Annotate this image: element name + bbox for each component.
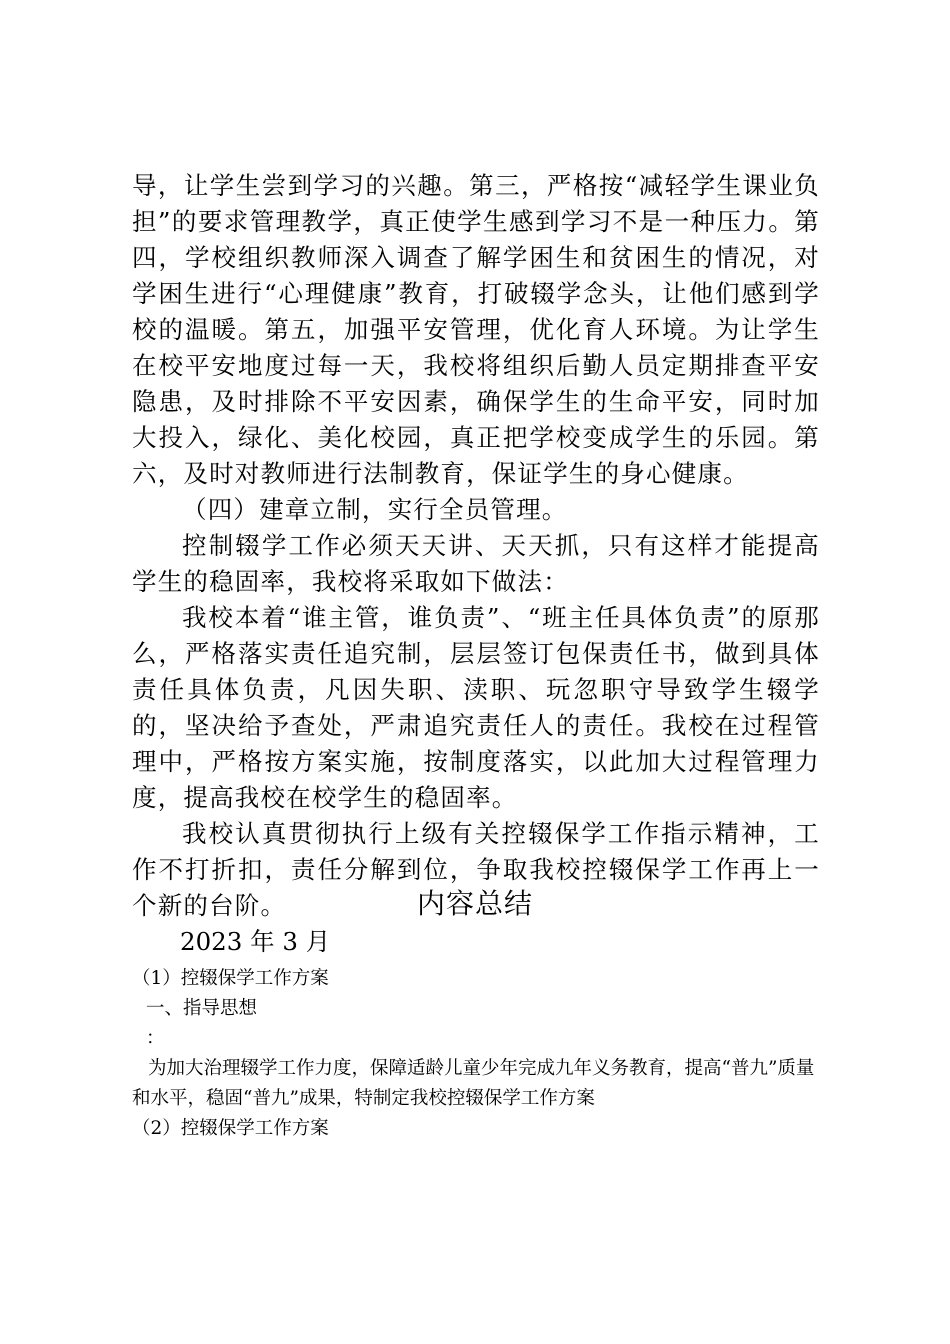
summary-colon: ： — [146, 1028, 165, 1049]
section-heading-four: （四）建章立制，实行全员管理。 — [182, 495, 568, 524]
summary-title: 内容总结 — [416, 887, 533, 920]
summary-item-2: （2）控辍保学工作方案 — [132, 1118, 329, 1139]
paragraph-continuation: 导，让学生尝到学习的兴趣。第三，严格按“减轻学生课业负担”的要求管理教学，真正使学生感到学习不是一种压力。第四，学校组织教师深入调查了解学困生和贫困生的情况，对学困生进行“心理健康”教育，打破辍学念头，让他们感到学校的温暖。第五，加强平安管理，优化育人环境。为让学生在校平安地度过每一天，我校将组织后勤人员定期排查平安隐患，及时排除不平安因素，确保学生的生命平安，同时加大投入，绿化、美化校园，真正把学校变成学生的乐园。第六，及时对教师进行法制教育，保证学生的身心健康。 — [132, 171, 820, 488]
paragraph-responsibility: 我校本着“谁主管，谁负责”、“班主任具体负责”的原那么，严格落实责任追究制，层层签订包保责任书，做到具体责任具体负责，凡因失职、渎职、玩忽职守导致学生辍学的，坚决给予查处，严肃追究责任人的责任。我校在过程管理中，严格按方案实施，按制度落实，以此加大过程管理力度，提高我校在校学生的稳固率。 — [132, 603, 820, 812]
summary-item-1: （1）控辍保学工作方案 — [132, 968, 329, 989]
summary-body: 为加大治理辍学工作力度，保障适龄儿童少年完成九年义务教育，提高“普九”质量和水平，稳固“普九”成果，特制定我校控辍保学工作方案 — [132, 1058, 815, 1109]
summary-item-1-sub: 一、指导思想 — [146, 998, 258, 1019]
summary-section — [132, 964, 832, 1144]
document-body — [132, 168, 820, 960]
paragraph-implementation: 我校认真贯彻执行上级有关控辍保学工作指示精神，工作不打折扣，责任分解到位，争取我校控辍保学工作再上一个新的台阶。 — [132, 819, 820, 920]
document-date: 2023 年 3 月 — [180, 927, 331, 956]
paragraph-control-dropout: 控制辍学工作必须天天讲、天天抓，只有这样才能提高学生的稳固率，我校将采取如下做法： — [132, 531, 820, 596]
